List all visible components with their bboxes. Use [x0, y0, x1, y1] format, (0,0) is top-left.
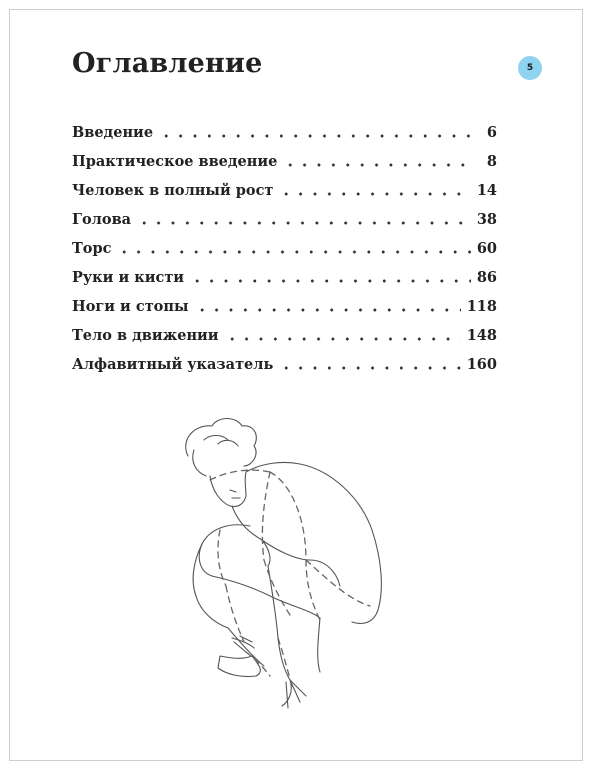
toc-leader-dots	[159, 134, 473, 138]
page-title: Оглавление	[72, 48, 263, 79]
toc-entry[interactable]	[72, 263, 497, 292]
crouching-figure-sketch-icon	[160, 410, 410, 730]
toc-entry[interactable]	[72, 176, 497, 205]
toc-entry[interactable]	[72, 147, 497, 176]
toc-leader-dots	[137, 221, 471, 225]
toc-entry-title: Голова	[72, 211, 132, 228]
toc-leader-dots	[117, 250, 470, 254]
toc-leader-dots	[279, 366, 460, 370]
toc-entry-page: 8	[486, 153, 497, 170]
toc-leader-dots	[190, 279, 471, 283]
toc-entry-page: 60	[476, 240, 497, 257]
toc-entry-page: 6	[486, 124, 497, 141]
toc-entry-page: 86	[476, 269, 497, 286]
toc-leader-dots	[225, 337, 461, 341]
book-page	[9, 9, 583, 761]
toc-entry-page: 38	[476, 211, 497, 228]
toc-entry[interactable]	[72, 118, 497, 147]
toc-entry-title: Введение	[72, 124, 154, 141]
toc-entry[interactable]	[72, 292, 497, 321]
toc-entry-title: Руки и кисти	[72, 269, 185, 286]
toc-entry[interactable]	[72, 350, 497, 379]
toc-entry-title: Практическое введение	[72, 153, 278, 170]
toc-entry[interactable]	[72, 234, 497, 263]
toc-entry-page: 14	[476, 182, 497, 199]
page-number: 5	[526, 63, 534, 73]
toc-entry-page: 118	[466, 298, 497, 315]
toc-entry-title: Торс	[72, 240, 112, 257]
toc-leader-dots	[279, 192, 470, 196]
toc-entry-title: Ноги и стопы	[72, 298, 189, 315]
page-number-badge	[518, 56, 542, 80]
toc-leader-dots	[195, 308, 461, 312]
toc-entry[interactable]	[72, 205, 497, 234]
table-of-contents	[72, 118, 497, 379]
toc-leader-dots	[283, 163, 473, 167]
toc-entry-title: Человек в полный рост	[72, 182, 274, 199]
toc-entry[interactable]	[72, 321, 497, 350]
toc-entry-title: Алфавитный указатель	[72, 356, 274, 373]
toc-entry-title: Тело в движении	[72, 327, 219, 344]
toc-entry-page: 160	[466, 356, 497, 373]
toc-entry-page: 148	[466, 327, 497, 344]
